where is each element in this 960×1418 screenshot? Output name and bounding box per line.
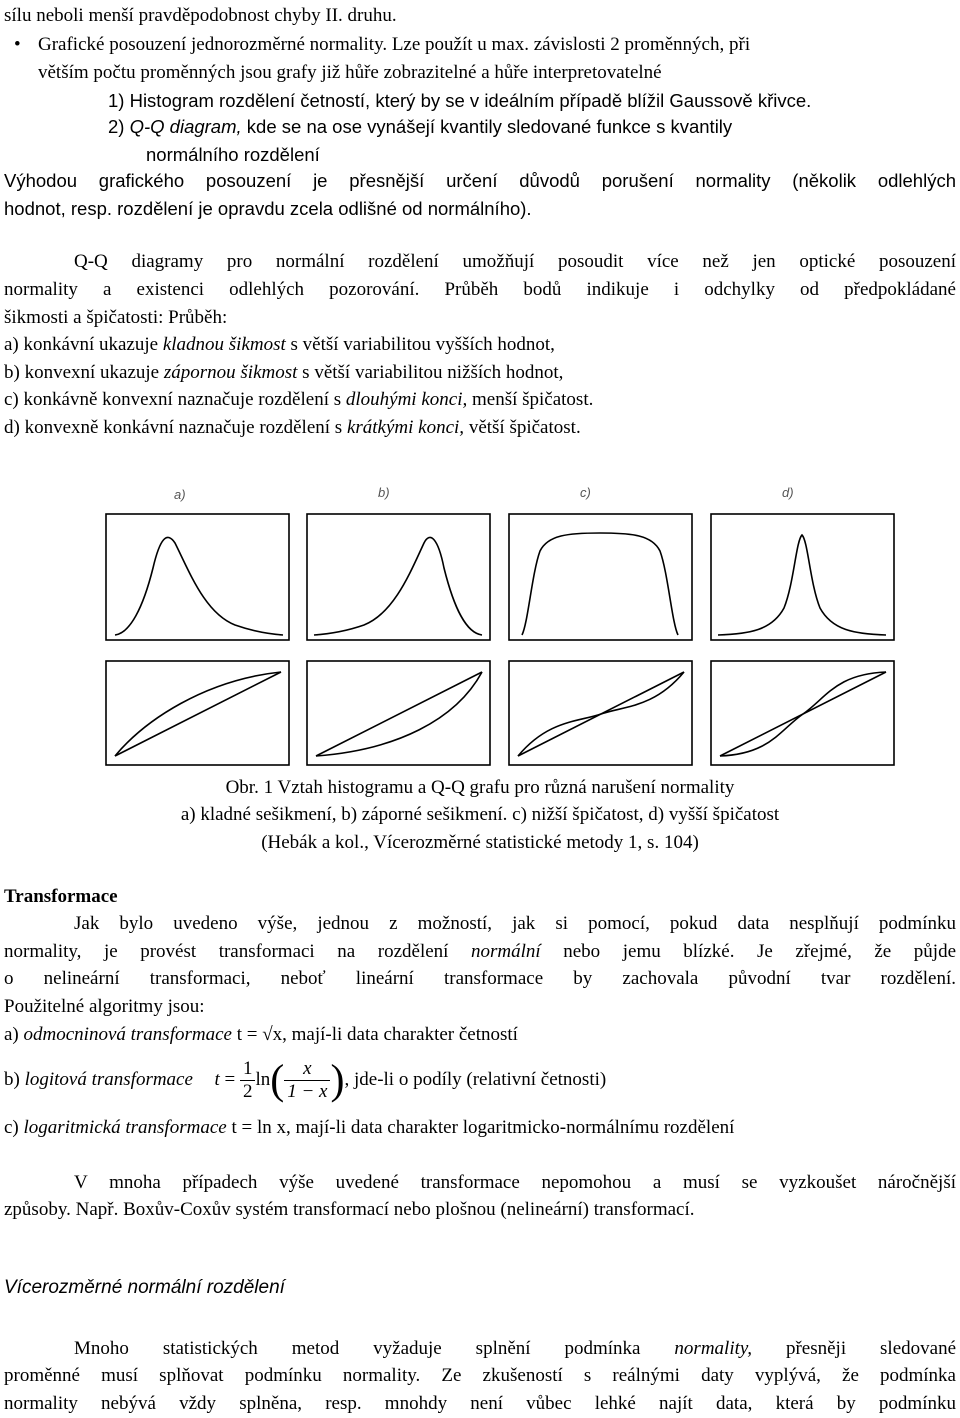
figure-label: a) [174,487,186,502]
figure-caption: a) kladné sešikmení, b) záporné sešikmení. c) nižší špičatost, d) vyšší špičatost [180,804,780,825]
text-line: Q-Q diagramy pro normální rozdělení umožňují posoudit více než jen optické posouzení [74,251,956,272]
text-line: Jak bylo uvedeno výše, jednou z možností, jak si pomocí, pokud data nesplňují podmínku [74,913,956,934]
qq-plot-convex [306,660,491,766]
histogram-low-kurtosis [508,513,693,641]
section-heading: Transformace [4,886,118,907]
text-line: způsoby. Např. Boxův-Coxův systém transformací nebo plošnou (nelineární) transformací. [4,1199,695,1220]
text-line: a) odmocninová transformace t = √x, mají-li data charakter četností [4,1024,518,1045]
text-line: sílu neboli menší pravděpodobnost chyby II. druhu. [4,5,397,26]
figure-caption: (Hebák a kol., Vícerozměrné statistické metody 1, s. 104) [261,832,699,853]
text-line: 1) Histogram rozdělení četností, který by se v ideálním případě blížil Gaussově křivce. [108,90,812,111]
figure-label: b) [378,485,390,500]
text-line: c) konkávně konvexní naznačuje rozdělení s dlouhými konci, menší špičatost. [4,389,594,410]
formula-fraction: $\frac{x}{1 - x}$ [284,1058,330,1103]
text-line: V mnoha případech výše uvedené transformace nepomohou a musí se vyzkoušet náročnější [74,1172,956,1193]
text-line: normality nebývá vždy splněna, resp. mnohdy není vůbec lehké najít data, která by podmínku [4,1393,956,1414]
text-line: Grafické posouzení jednorozměrné normality. Lze použít u max. závislosti 2 proměnných, při [38,34,751,55]
text-line: proměnné musí splňovat podmínku normality. Ze zkušeností s reálnými daty vyplývá, že podmínka [4,1365,956,1386]
text-line: d) konvexně konkávní naznačuje rozdělení s krátkými konci, větší špičatost. [4,417,581,438]
text-line: Mnoho statistických metod vyžaduje splnění podmínka normality, přesněji sledované [74,1338,956,1359]
formula-var: t [214,1069,220,1090]
text-line: normálního rozdělení [146,144,320,165]
histogram-high-kurtosis [710,513,895,641]
text-line: Použitelné algoritmy jsou: [4,996,205,1017]
text-line: Výhodou grafického posouzení je přesnější určení důvodů porušení normality (několik odlehlých [4,170,956,191]
figure-label: d) [782,485,794,500]
text-line: c) logaritmická transformace t = ln x, mají-li data charakter logaritmicko-normálnímu rozdělení [4,1117,735,1138]
text-line: b) konvexní ukazuje zápornou šikmost s větší variabilitou nižších hodnot, [4,362,564,383]
text-line: normality, je provést transformaci na rozdělení normální nebo jemu blízké. Je zřejmé, že půjde [4,941,957,962]
qq-plot-convex-concave [710,660,895,766]
text-line: šikmosti a špičatosti: Průběh: [4,307,228,328]
text-line: a) konkávní ukazuje kladnou šikmost s větší variabilitou vyšších hodnot, [4,334,555,355]
bullet-icon: • [14,34,21,55]
formula-line: b) logitová transformace t = $\frac{1}{2}$ ln( $\frac{x}{1 - x}$ ), jde-li o podíly (relativní četnosti) [4,1057,607,1104]
histogram-negative-skew [306,513,491,641]
qq-plot-concave-convex [508,660,693,766]
figure-label: c) [580,485,591,500]
text-line: větším počtu proměnných jsou grafy již hůře zobrazitelné a hůře interpretovatelné [38,62,662,83]
section-heading: Vícerozměrné normální rozdělení [4,1277,285,1298]
text-line: 2) Q-Q diagram, kde se na ose vynášejí kvantily sledované funkce s kvantily [108,116,733,137]
histogram-positive-skew [105,513,290,641]
formula-fraction: $\frac{1}{2}$ [240,1058,256,1103]
figure-caption: Obr. 1 Vztah histogramu a Q-Q grafu pro různá narušení normality [225,777,735,798]
text-line: hodnot, resp. rozdělení je opravdu zcela odlišné od normálního). [4,198,532,219]
text-line: normality a existenci odlehlých pozorování. Průběh bodů indikuje i odchylky od předpokládané [4,279,956,300]
text-line: o nelineární transformaci, neboť lineární transformace by zachovala původní tvar rozdělení. [4,968,956,989]
qq-plot-concave [105,660,290,766]
